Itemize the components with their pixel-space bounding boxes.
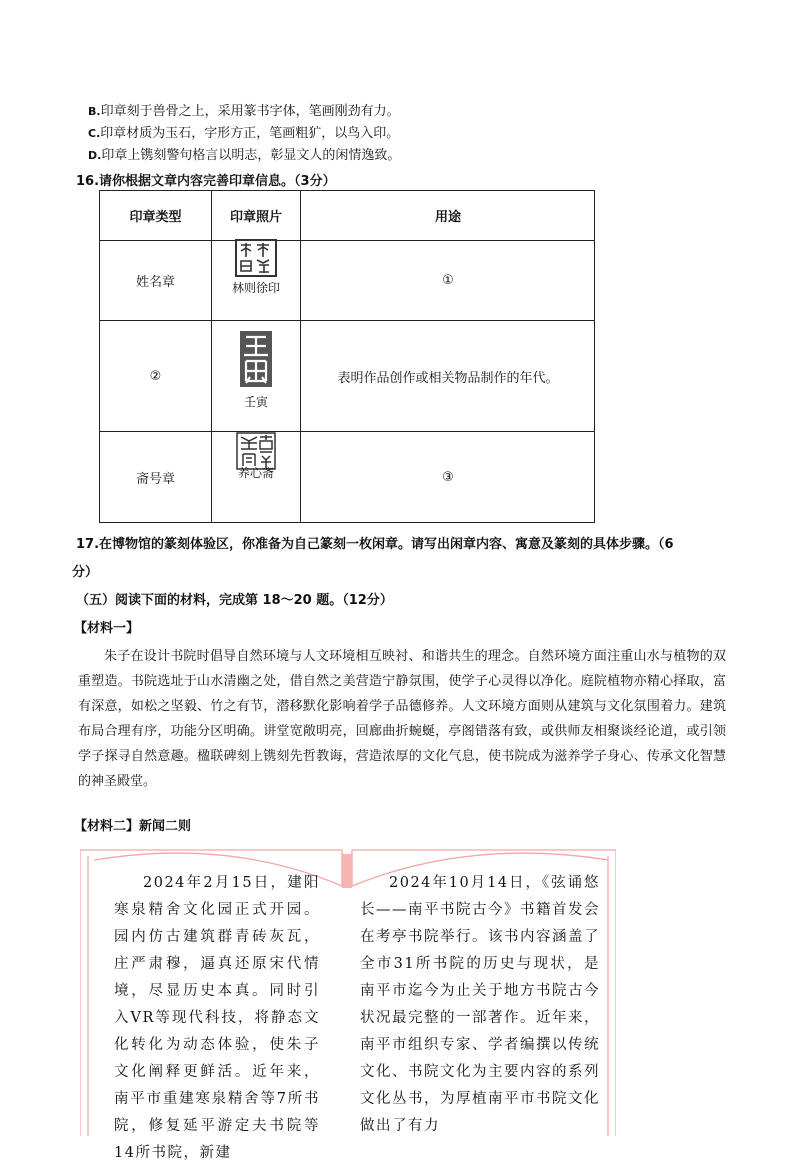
option-c: C.印章材质为玉石，字形方正，笔画粗犷，以鸟入印。: [88, 126, 400, 141]
row1-usage: ①: [442, 273, 454, 288]
section-5-title: （五）阅读下面的材料，完成第 18～20 题。（12分）: [76, 593, 393, 608]
header-seal-photo: 印章照片: [229, 210, 282, 225]
header-seal-type: 印章类型: [129, 210, 182, 225]
material-2-label: 【材料二】新闻二则: [74, 819, 192, 834]
seal-table: [99, 190, 595, 523]
option-d: D.印章上镌刻警句格言以明志，彰显文人的闲情逸致。: [88, 148, 401, 163]
caption-renyin: 壬寅: [243, 395, 268, 409]
header-usage: 用途: [434, 210, 461, 225]
news-frame: [80, 846, 616, 1161]
row1-photo: [212, 241, 300, 320]
row3-photo: [212, 432, 300, 523]
row3-type: 斋号章: [135, 472, 175, 487]
row2-usage: 表明作品创作或相关物品制作的年代。: [337, 370, 559, 386]
caption-yangxinzhai: 养心斋: [237, 466, 274, 480]
seal-image-lin-zexu: [235, 239, 277, 277]
row3-usage: ③: [442, 470, 454, 485]
material-1-label: 【材料一】: [74, 621, 140, 636]
news-right: 2024年10月14日，《弦诵悠长——南平书院古今》书籍首发会在考亭书院举行。该书内容涵盖了全市31所书院的历史与现状，是南平市迄今为止关于地方书院古今状况最完整的一部著作。近年来，南平市组织专家、学者编撰以传统文化、书院文化为主要内容的系列文化丛书，为厚植南平市书院文化做出了有力: [360, 875, 600, 1134]
question-17-line1: 17.在博物馆的篆刻体验区，你准备为自己篆刻一枚闲章。请写出闲章内容、寓意及篆刻的具体步骤。（6: [76, 537, 674, 552]
row2-photo: [212, 321, 300, 431]
question-16: 16.请你根据文章内容完善印章信息。（3分）: [76, 174, 336, 189]
question-17-line2: 分）: [72, 565, 99, 580]
row2-type: ②: [149, 368, 162, 384]
material-1-text: 朱子在设计书院时倡导自然环境与人文环境相互映衬、和谐共生的理念。自然环境方面注重山水与植物的双重塑造。书院选址于山水清幽之处，借自然之美营造宁静氛围，使学子心灵得以净化。庭院植物亦精心择取，富有深意，如松之坚毅、竹之有节，潜移默化影响着学子品德修养。人文环境方面则从建筑与文化氛围着力。建筑布局合理有序，功能分区明确。讲堂宽敞明亮，回廊曲折蜿蜒，亭阁错落有致，或供师友相聚谈经论道，或引领学子探寻自然意趣。楹联碑刻上镌刻先哲教诲，营造浓厚的文化气息，使书院成为滋养学子身心、传承文化智慧的神圣殿堂。: [78, 649, 726, 789]
seal-image-renyin: [240, 331, 272, 387]
row1-type: 姓名章: [135, 275, 175, 290]
caption-lin-zexu: 林则徐印: [231, 281, 280, 295]
option-b: B.印章刻于兽骨之上，采用篆书字体，笔画刚劲有力。: [88, 104, 400, 119]
news-left: 2024年2月15日，建阳寒泉精舍文化园正式开园。园内仿古建筑群青砖灰瓦，庄严肃穆，逼真还原宋代情境，尽显历史本真。同时引入VR等现代科技，将静态文化转化为动态体验，使朱子文化阐释更鲜活。近年来，南平市重建寒泉精舍等7所书院，修复延平游定夫书院等14所书院，新建: [114, 875, 320, 1161]
